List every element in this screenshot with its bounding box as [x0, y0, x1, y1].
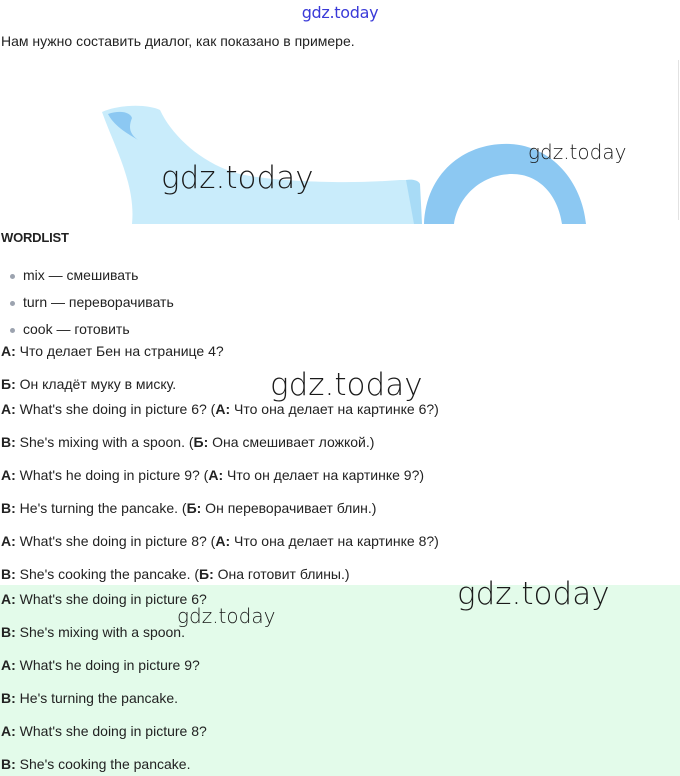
speaker-label: Б:: [186, 500, 202, 516]
line-text: Что делает Бен на странице 4?: [15, 343, 224, 359]
line-text: What's she doing in picture 8? (: [15, 533, 216, 549]
list-item: [10, 262, 174, 289]
intro-text: Нам нужно составить диалог, как показано в примере.: [1, 33, 355, 49]
line-text: She's cooking the pancake.: [15, 756, 191, 772]
example-line: [1, 376, 176, 392]
line-text: What's she doing in picture 8?: [15, 723, 207, 739]
speaker-label: B:: [1, 566, 16, 582]
answer-line: [1, 723, 207, 739]
answer-line: [1, 690, 178, 706]
wordlist-title: WORDLIST: [1, 230, 69, 245]
bullet-icon: [10, 301, 15, 306]
dialog-line: [1, 434, 374, 450]
list-item: [10, 316, 174, 343]
line-text: She's mixing with a spoon. (: [15, 434, 194, 450]
line-text: What's she doing in picture 6? (: [15, 401, 216, 417]
bullet-icon: [10, 328, 15, 333]
speaker-label: A:: [1, 723, 16, 739]
speaker-label: B:: [1, 500, 16, 516]
speaker-label: A:: [1, 591, 16, 607]
speaker-label: B:: [1, 756, 16, 772]
wordlist-item: turn — переворачивать: [23, 294, 174, 310]
speaker-label: Б:: [199, 566, 214, 582]
translation-text: Что она делает на картинке 8?): [230, 533, 439, 549]
watermark-top: gdz.today: [301, 3, 379, 22]
line-text: He's turning the pancake. (: [15, 500, 187, 516]
line-text: She's cooking the pancake. (: [15, 566, 200, 582]
wordlist: [10, 262, 174, 343]
speaker-label: B:: [1, 690, 16, 706]
speaker-label: A:: [1, 467, 16, 483]
dialog-line: [1, 401, 439, 417]
speaker-label: A:: [215, 401, 231, 417]
divider: [678, 60, 679, 220]
line-text: What's he doing in picture 9?: [15, 657, 200, 673]
translation-text: Что она делает на картинке 6?): [230, 401, 439, 417]
watermark: gdz.today: [457, 576, 610, 612]
watermark: gdz.today: [177, 604, 276, 628]
answer-line: [1, 756, 190, 772]
line-text: What's she doing in picture 6?: [15, 591, 207, 607]
answer-line: [1, 591, 207, 607]
list-item: [10, 289, 174, 316]
wordlist-item: cook — готовить: [23, 321, 130, 337]
speaker-label: A:: [1, 657, 16, 673]
dialog-line: [1, 533, 439, 549]
watermark: gdz.today: [161, 160, 314, 196]
bullet-icon: [10, 274, 15, 279]
translation-text: Она готовит блины.): [213, 566, 350, 582]
speaker-label: А:: [1, 343, 16, 359]
line-text: He's turning the pancake.: [15, 690, 178, 706]
speaker-label: A:: [1, 533, 16, 549]
translation-text: Он переворачивает блин.): [201, 500, 377, 516]
line-text: What's he doing in picture 9? (: [15, 467, 209, 483]
line-text: Он кладёт муку в миску.: [15, 376, 177, 392]
translation-text: Она смешивает ложкой.): [208, 434, 375, 450]
dialog-line: [1, 500, 376, 516]
speaker-label: B:: [1, 434, 16, 450]
speaker-label: A:: [1, 401, 16, 417]
dialog-line: [1, 566, 350, 582]
dialog-line: [1, 467, 424, 483]
watermark: gdz.today: [270, 367, 423, 403]
answer-box: [0, 585, 680, 776]
answer-line: [1, 657, 200, 673]
speaker-label: A:: [215, 533, 231, 549]
speaker-label: Б:: [193, 434, 209, 450]
line-text: She's mixing with a spoon.: [15, 624, 185, 640]
example-line: [1, 343, 224, 359]
watermark: gdz.today: [528, 140, 627, 164]
wordlist-item: mix — смешивать: [23, 267, 139, 283]
translation-text: Что он делает на картинке 9?): [223, 467, 425, 483]
speaker-label: A:: [208, 467, 224, 483]
speaker-label: B:: [1, 624, 16, 640]
speaker-label: Б:: [1, 376, 16, 392]
answer-line: [1, 624, 185, 640]
